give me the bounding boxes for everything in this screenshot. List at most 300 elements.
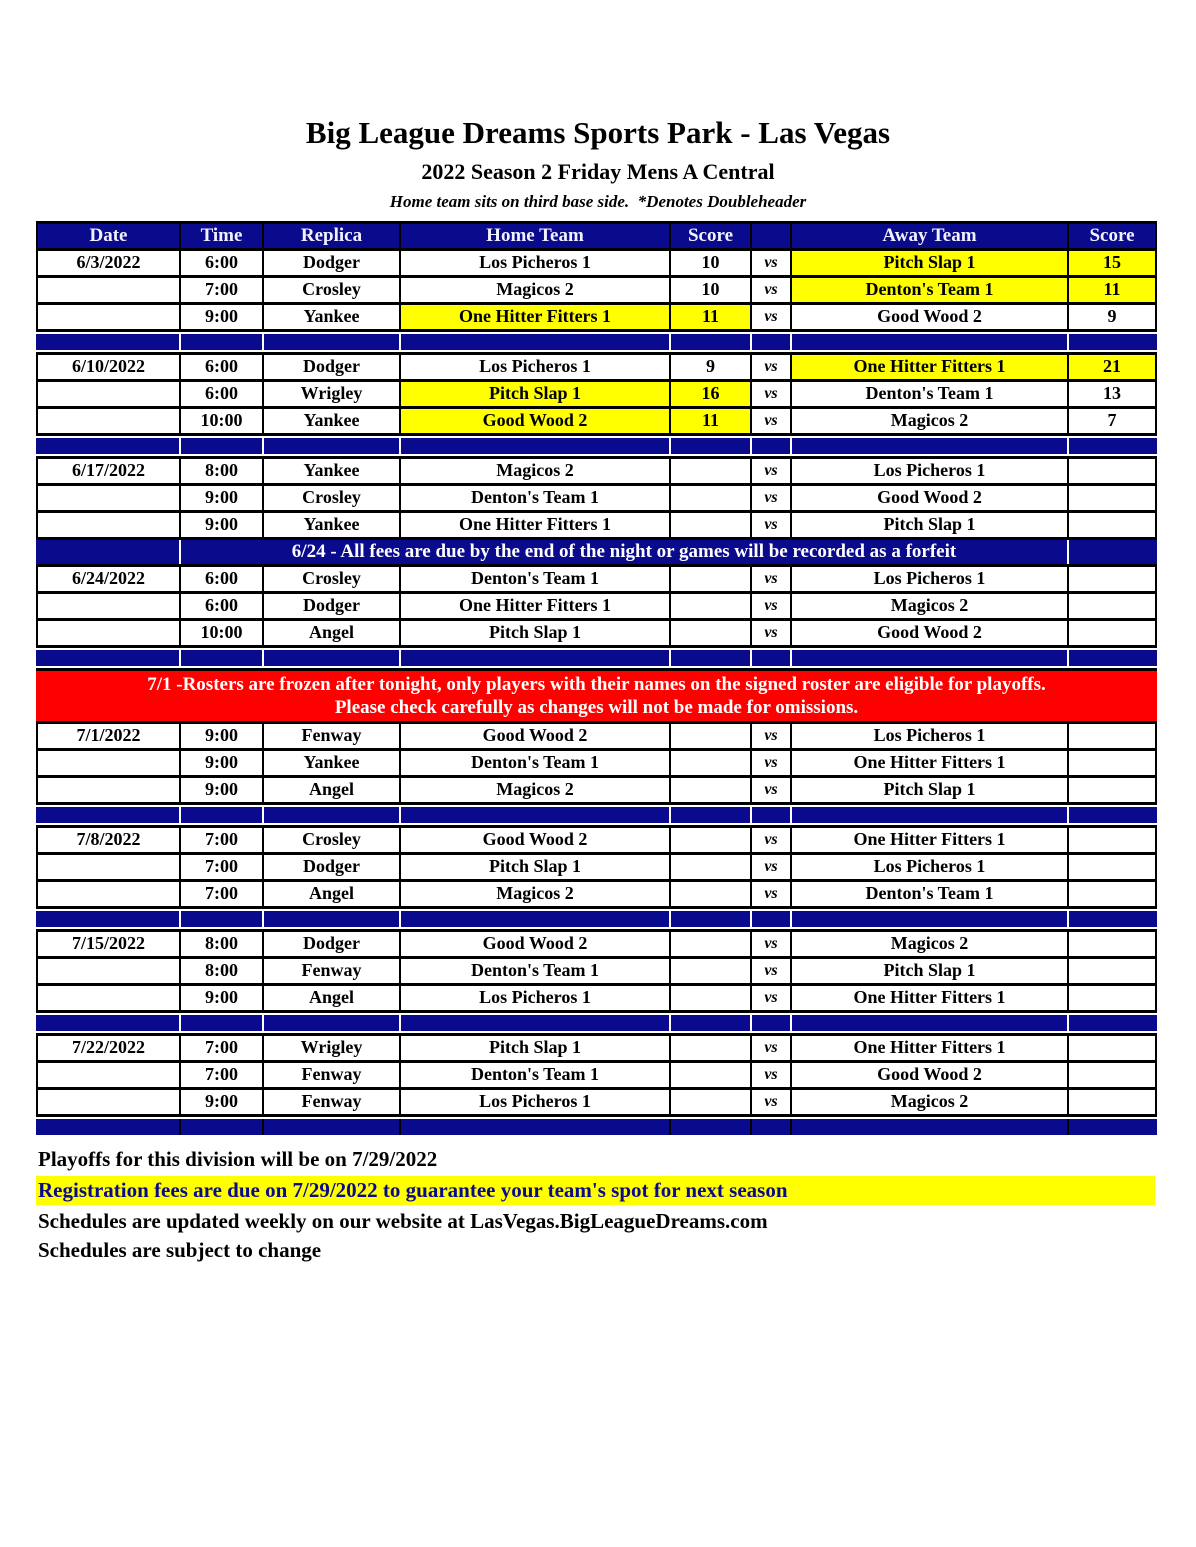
separator-cell: [181, 1119, 264, 1135]
separator-cell: [36, 1119, 181, 1135]
away-team-cell: Pitch Slap 1: [792, 778, 1069, 802]
away-score-cell: 7: [1069, 409, 1157, 433]
away-score-cell: [1069, 513, 1157, 537]
date-cell: 6/3/2022: [36, 251, 181, 275]
separator-cell: [181, 650, 264, 666]
home-team-cell: One Hitter Fitters 1: [401, 305, 671, 329]
fees-notice-score-cell: [1069, 540, 1157, 564]
separator-cell: [401, 334, 671, 350]
away-team-cell: Good Wood 2: [792, 1063, 1069, 1087]
time-cell: 10:00: [181, 409, 264, 433]
home-score-cell: [671, 828, 752, 852]
replica-cell: Dodger: [264, 594, 401, 618]
game-row: [36, 1033, 1157, 1060]
date-cell: 7/1/2022: [36, 724, 181, 748]
date-cell: [36, 1063, 181, 1087]
replica-cell: Yankee: [264, 409, 401, 433]
roster-freeze-notice-line: 7/1 -Rosters are frozen after tonight, only players with their names on the signed roster are eligible for playoffs.: [147, 674, 1046, 695]
time-cell: 9:00: [181, 1090, 264, 1114]
home-team-cell: Good Wood 2: [401, 828, 671, 852]
game-row: [36, 983, 1157, 1010]
separator-cell: [752, 334, 792, 350]
separator-cell: [792, 1015, 1069, 1031]
separator-cell: [752, 438, 792, 454]
away-team-cell: Good Wood 2: [792, 486, 1069, 510]
home-score-cell: [671, 621, 752, 645]
header-cell-date: Date: [36, 224, 181, 248]
separator-cell: [401, 807, 671, 823]
home-team-cell: Magicos 2: [401, 278, 671, 302]
separator-cell: [264, 807, 401, 823]
separator-cell: [181, 911, 264, 927]
time-cell: 7:00: [181, 278, 264, 302]
header-cell-home-team: Home Team: [401, 224, 671, 248]
away-team-cell: Los Picheros 1: [792, 567, 1069, 591]
away-score-cell: [1069, 778, 1157, 802]
replica-cell: Dodger: [264, 932, 401, 956]
time-cell: 6:00: [181, 355, 264, 379]
home-score-cell: [671, 1090, 752, 1114]
home-team-cell: Los Picheros 1: [401, 355, 671, 379]
home-score-cell: [671, 959, 752, 983]
separator-cell: [181, 807, 264, 823]
separator-cell: [181, 334, 264, 350]
away-team-cell: Magicos 2: [792, 409, 1069, 433]
game-row: [36, 275, 1157, 302]
home-score-cell: [671, 486, 752, 510]
separator-cell: [792, 807, 1069, 823]
home-score-cell: [671, 459, 752, 483]
home-team-cell: One Hitter Fitters 1: [401, 594, 671, 618]
vs-label: vs: [752, 778, 792, 802]
home-score-cell: 11: [671, 305, 752, 329]
home-score-cell: [671, 932, 752, 956]
away-score-cell: [1069, 486, 1157, 510]
replica-cell: Crosley: [264, 278, 401, 302]
home-score-cell: 11: [671, 409, 752, 433]
separator-cell: [671, 1015, 752, 1031]
vs-label: vs: [752, 305, 792, 329]
roster-freeze-notice-line: Please check carefully as changes will not be made for omissions.: [334, 697, 859, 718]
vs-label: vs: [752, 251, 792, 275]
game-row: [36, 956, 1157, 983]
date-cell: 7/15/2022: [36, 932, 181, 956]
away-team-cell: Pitch Slap 1: [792, 251, 1069, 275]
home-score-cell: [671, 751, 752, 775]
header-cell-score: Score: [671, 224, 752, 248]
game-row: [36, 825, 1157, 852]
separator-cell: [752, 807, 792, 823]
separator-inner: [36, 650, 1157, 666]
date-cell: [36, 409, 181, 433]
replica-cell: Dodger: [264, 251, 401, 275]
document-header: [0, 0, 1196, 214]
separator-cell: [1069, 1119, 1157, 1135]
replica-cell: Fenway: [264, 724, 401, 748]
replica-cell: Crosley: [264, 567, 401, 591]
away-score-cell: [1069, 828, 1157, 852]
home-score-cell: 10: [671, 251, 752, 275]
separator-cell: [792, 911, 1069, 927]
home-team-cell: Denton's Team 1: [401, 486, 671, 510]
time-cell: 9:00: [181, 486, 264, 510]
time-cell: 9:00: [181, 751, 264, 775]
game-row: [36, 352, 1157, 379]
separator-row: [36, 645, 1157, 668]
separator-cell: [671, 438, 752, 454]
separator-cell: [264, 1119, 401, 1135]
date-cell: [36, 751, 181, 775]
registration-note: Registration fees are due on 7/29/2022 to guarantee your team's spot for next season: [36, 1176, 1155, 1205]
separator-cell: [36, 438, 181, 454]
separator-row: [36, 1010, 1157, 1033]
date-cell: 6/17/2022: [36, 459, 181, 483]
separator-cell: [671, 334, 752, 350]
separator-cell: [36, 911, 181, 927]
page-note: Home team sits on third base side. *Denotes Doubleheader: [389, 192, 807, 211]
game-row: [36, 564, 1157, 591]
game-row: [36, 302, 1157, 329]
separator-cell: [752, 1015, 792, 1031]
away-score-cell: [1069, 751, 1157, 775]
time-cell: 9:00: [181, 305, 264, 329]
game-row: [36, 483, 1157, 510]
away-team-cell: Denton's Team 1: [792, 882, 1069, 906]
away-score-cell: 9: [1069, 305, 1157, 329]
separator-cell: [792, 334, 1069, 350]
separator-cell: [671, 807, 752, 823]
away-team-cell: Magicos 2: [792, 1090, 1069, 1114]
date-cell: 6/10/2022: [36, 355, 181, 379]
time-cell: 8:00: [181, 959, 264, 983]
table-header-row: [36, 221, 1157, 248]
vs-label: vs: [752, 382, 792, 406]
header-cell-replica: Replica: [264, 224, 401, 248]
home-score-cell: [671, 778, 752, 802]
separator-inner: [36, 911, 1157, 927]
home-team-cell: Pitch Slap 1: [401, 1036, 671, 1060]
home-score-cell: 16: [671, 382, 752, 406]
vs-label: vs: [752, 409, 792, 433]
date-cell: [36, 486, 181, 510]
date-cell: [36, 621, 181, 645]
home-team-cell: Good Wood 2: [401, 409, 671, 433]
date-cell: [36, 1090, 181, 1114]
away-score-cell: 15: [1069, 251, 1157, 275]
vs-label: vs: [752, 828, 792, 852]
separator-inner: [36, 807, 1157, 823]
vs-label: vs: [752, 986, 792, 1010]
away-score-cell: [1069, 1036, 1157, 1060]
away-team-cell: Denton's Team 1: [792, 382, 1069, 406]
away-score-cell: 21: [1069, 355, 1157, 379]
date-cell: [36, 882, 181, 906]
game-row: [36, 852, 1157, 879]
separator-cell: [401, 911, 671, 927]
separator-cell: [264, 650, 401, 666]
game-row: [36, 879, 1157, 906]
replica-cell: Yankee: [264, 305, 401, 329]
separator-cell: [792, 650, 1069, 666]
separator-cell: [36, 807, 181, 823]
date-cell: [36, 513, 181, 537]
game-row: [36, 721, 1157, 748]
time-cell: 7:00: [181, 1036, 264, 1060]
replica-cell: Fenway: [264, 1090, 401, 1114]
vs-label: vs: [752, 932, 792, 956]
game-row: [36, 929, 1157, 956]
vs-label: vs: [752, 486, 792, 510]
time-cell: 9:00: [181, 513, 264, 537]
separator-cell: [1069, 650, 1157, 666]
separator-row: [36, 802, 1157, 825]
vs-label: vs: [752, 278, 792, 302]
replica-cell: Wrigley: [264, 1036, 401, 1060]
home-score-cell: [671, 1063, 752, 1087]
time-cell: 9:00: [181, 778, 264, 802]
game-row: [36, 248, 1157, 275]
home-team-cell: Los Picheros 1: [401, 251, 671, 275]
date-cell: 7/8/2022: [36, 828, 181, 852]
home-team-cell: Magicos 2: [401, 882, 671, 906]
home-team-cell: Pitch Slap 1: [401, 855, 671, 879]
time-cell: 6:00: [181, 567, 264, 591]
header-cell-score: Score: [1069, 224, 1157, 248]
header-cell-away-team: Away Team: [792, 224, 1069, 248]
game-row: [36, 406, 1157, 433]
vs-label: vs: [752, 1090, 792, 1114]
vs-label: vs: [752, 959, 792, 983]
home-score-cell: [671, 986, 752, 1010]
away-score-cell: [1069, 986, 1157, 1010]
game-row: [36, 775, 1157, 802]
away-score-cell: [1069, 959, 1157, 983]
date-cell: 6/24/2022: [36, 567, 181, 591]
away-score-cell: [1069, 932, 1157, 956]
game-row: [36, 456, 1157, 483]
fees-notice-date-cell: [36, 540, 181, 564]
time-cell: 9:00: [181, 986, 264, 1010]
document-footer: [38, 1145, 1196, 1265]
away-score-cell: [1069, 882, 1157, 906]
replica-cell: Angel: [264, 882, 401, 906]
separator-cell: [36, 650, 181, 666]
away-score-cell: 11: [1069, 278, 1157, 302]
separator-row: [36, 433, 1157, 456]
replica-cell: Yankee: [264, 459, 401, 483]
separator-cell: [792, 438, 1069, 454]
date-cell: [36, 778, 181, 802]
separator-cell: [1069, 1015, 1157, 1031]
vs-label: vs: [752, 855, 792, 879]
away-team-cell: Good Wood 2: [792, 305, 1069, 329]
vs-label: vs: [752, 459, 792, 483]
home-team-cell: Los Picheros 1: [401, 1090, 671, 1114]
away-score-cell: [1069, 724, 1157, 748]
vs-label: vs: [752, 1063, 792, 1087]
away-team-cell: One Hitter Fitters 1: [792, 1036, 1069, 1060]
time-cell: 6:00: [181, 251, 264, 275]
separator-inner: [36, 438, 1157, 454]
replica-cell: Dodger: [264, 355, 401, 379]
separator-cell: [401, 1119, 671, 1135]
game-row: [36, 748, 1157, 775]
separator-cell: [264, 1015, 401, 1031]
separator-cell: [264, 438, 401, 454]
separator-cell: [1069, 807, 1157, 823]
away-team-cell: Magicos 2: [792, 594, 1069, 618]
separator-inner: [36, 1015, 1157, 1031]
time-cell: 7:00: [181, 1063, 264, 1087]
separator-cell: [752, 650, 792, 666]
separator-inner: [36, 334, 1157, 350]
game-row: [36, 1087, 1157, 1114]
separator-cell: [36, 1015, 181, 1031]
date-cell: [36, 855, 181, 879]
separator-cell: [1069, 438, 1157, 454]
away-score-cell: [1069, 594, 1157, 618]
separator-cell: [181, 438, 264, 454]
separator-cell: [181, 1015, 264, 1031]
vs-label: vs: [752, 594, 792, 618]
away-score-cell: [1069, 459, 1157, 483]
away-team-cell: Denton's Team 1: [792, 278, 1069, 302]
home-score-cell: [671, 724, 752, 748]
away-team-cell: One Hitter Fitters 1: [792, 751, 1069, 775]
away-team-cell: Los Picheros 1: [792, 459, 1069, 483]
home-score-cell: [671, 513, 752, 537]
replica-cell: Wrigley: [264, 382, 401, 406]
away-team-cell: Good Wood 2: [792, 621, 1069, 645]
game-row: [36, 510, 1157, 537]
separator-cell: [671, 650, 752, 666]
away-score-cell: [1069, 855, 1157, 879]
away-score-cell: [1069, 621, 1157, 645]
home-team-cell: Magicos 2: [401, 778, 671, 802]
away-team-cell: Pitch Slap 1: [792, 959, 1069, 983]
time-cell: 6:00: [181, 382, 264, 406]
replica-cell: Yankee: [264, 751, 401, 775]
home-score-cell: [671, 882, 752, 906]
home-team-cell: Good Wood 2: [401, 932, 671, 956]
fees-notice-row: [36, 537, 1157, 564]
vs-label: vs: [752, 355, 792, 379]
separator-cell: [671, 1119, 752, 1135]
schedule-table: [36, 221, 1157, 1137]
separator-row: [36, 329, 1157, 352]
replica-cell: Crosley: [264, 486, 401, 510]
away-team-cell: Los Picheros 1: [792, 855, 1069, 879]
separator-cell: [752, 1119, 792, 1135]
separator-cell: [1069, 334, 1157, 350]
vs-label: vs: [752, 621, 792, 645]
home-team-cell: Denton's Team 1: [401, 1063, 671, 1087]
date-cell: [36, 986, 181, 1010]
date-cell: [36, 959, 181, 983]
page-subtitle: 2022 Season 2 Friday Mens A Central: [421, 159, 775, 184]
subject-to-change-note: Schedules are subject to change: [38, 1238, 322, 1262]
time-cell: 7:00: [181, 828, 264, 852]
away-team-cell: Pitch Slap 1: [792, 513, 1069, 537]
time-cell: 9:00: [181, 724, 264, 748]
replica-cell: Yankee: [264, 513, 401, 537]
header-cell-time: Time: [181, 224, 264, 248]
home-team-cell: Denton's Team 1: [401, 567, 671, 591]
vs-label: vs: [752, 882, 792, 906]
time-cell: 7:00: [181, 855, 264, 879]
separator-cell: [401, 438, 671, 454]
game-row: [36, 1060, 1157, 1087]
page-title: Big League Dreams Sports Park - Las Vegas: [305, 115, 891, 150]
replica-cell: Fenway: [264, 959, 401, 983]
separator-cell: [401, 650, 671, 666]
home-team-cell: Los Picheros 1: [401, 986, 671, 1010]
time-cell: 8:00: [181, 459, 264, 483]
date-cell: [36, 594, 181, 618]
vs-label: vs: [752, 1036, 792, 1060]
separator-inner: [36, 1119, 1157, 1135]
replica-cell: Angel: [264, 621, 401, 645]
separator-row: [36, 1114, 1157, 1137]
home-score-cell: 10: [671, 278, 752, 302]
fees-notice-text: 6/24 - All fees are due by the end of the night or games will be recorded as a forfeit: [181, 540, 1069, 564]
home-team-cell: Pitch Slap 1: [401, 382, 671, 406]
date-cell: [36, 305, 181, 329]
time-cell: 8:00: [181, 932, 264, 956]
playoffs-note: Playoffs for this division will be on 7/29/2022: [38, 1147, 438, 1171]
home-team-cell: Good Wood 2: [401, 724, 671, 748]
separator-cell: [264, 911, 401, 927]
date-cell: [36, 278, 181, 302]
vs-label: vs: [752, 751, 792, 775]
separator-cell: [36, 334, 181, 350]
separator-cell: [401, 1015, 671, 1031]
website-note: Schedules are updated weekly on our website at LasVegas.BigLeagueDreams.com: [38, 1209, 768, 1233]
home-score-cell: [671, 855, 752, 879]
away-team-cell: One Hitter Fitters 1: [792, 828, 1069, 852]
replica-cell: Dodger: [264, 855, 401, 879]
home-score-cell: [671, 594, 752, 618]
separator-row: [36, 906, 1157, 929]
away-team-cell: One Hitter Fitters 1: [792, 355, 1069, 379]
vs-label: vs: [752, 513, 792, 537]
replica-cell: Angel: [264, 986, 401, 1010]
away-team-cell: One Hitter Fitters 1: [792, 986, 1069, 1010]
header-cell-vs: [752, 224, 792, 248]
home-team-cell: Denton's Team 1: [401, 959, 671, 983]
home-team-cell: One Hitter Fitters 1: [401, 513, 671, 537]
away-score-cell: 13: [1069, 382, 1157, 406]
time-cell: 7:00: [181, 882, 264, 906]
separator-cell: [752, 911, 792, 927]
away-score-cell: [1069, 567, 1157, 591]
game-row: [36, 618, 1157, 645]
date-cell: 7/22/2022: [36, 1036, 181, 1060]
separator-cell: [671, 911, 752, 927]
away-team-cell: Los Picheros 1: [792, 724, 1069, 748]
time-cell: 10:00: [181, 621, 264, 645]
separator-cell: [1069, 911, 1157, 927]
game-row: [36, 379, 1157, 406]
vs-label: vs: [752, 567, 792, 591]
replica-cell: Crosley: [264, 828, 401, 852]
home-score-cell: [671, 1036, 752, 1060]
home-score-cell: 9: [671, 355, 752, 379]
home-team-cell: Pitch Slap 1: [401, 621, 671, 645]
home-team-cell: Denton's Team 1: [401, 751, 671, 775]
replica-cell: Fenway: [264, 1063, 401, 1087]
vs-label: vs: [752, 724, 792, 748]
